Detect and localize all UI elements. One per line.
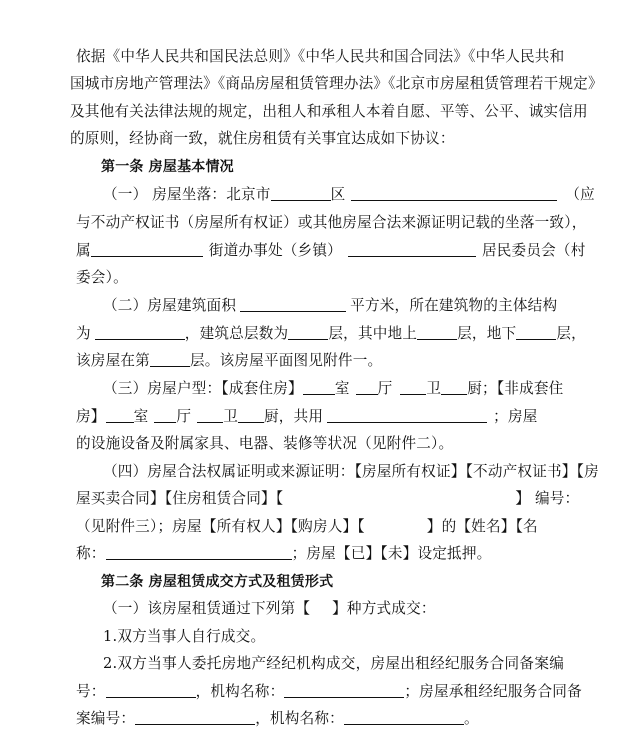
blank-street[interactable]	[91, 241, 203, 257]
a1-p1-l3a: 属	[76, 242, 91, 259]
a2-item2-line3	[76, 709, 564, 729]
a1-p2-line3	[76, 351, 564, 371]
a1-p1-line3	[76, 241, 586, 261]
a1-p3-l2b: 室	[133, 408, 149, 425]
a1-p3-line3: 的设施设备及附属家具、电器、装修等状况（见附件二）。	[76, 435, 454, 452]
a2-item2-l3b: ，机构名称：	[255, 710, 344, 727]
a1-p3-a: （三）房屋户型：【成套住房】	[103, 380, 303, 397]
intro-line-1: 依据《中华人民共和国民法总则》《中华人民共和国合同法》《中华人民共和	[76, 48, 565, 65]
a1-p4-line2	[76, 489, 580, 509]
a1-p1-l3c: 居民委员会（村	[481, 242, 586, 259]
a1-p3-l2f: ；房屋	[493, 408, 538, 425]
intro-line-3: 及其他有关法律法规的规定，出租人和承租人本着自愿、平等、公平、诚实信用	[70, 103, 588, 120]
a1-p3-l2d: 卫	[223, 408, 238, 425]
a1-p3-l2e: 厨，共用	[263, 408, 324, 425]
blank-halls-2[interactable]	[154, 407, 176, 423]
article1-title: 第一条 房屋基本情况	[101, 159, 234, 175]
a1-p3-b: 室	[334, 380, 350, 397]
a1-p2-l2b: ，建筑总层数为	[184, 325, 289, 342]
a1-p2-line2	[76, 324, 586, 344]
a2-item2-l3c: 。	[463, 710, 479, 727]
a1-p4-line4	[76, 544, 564, 564]
blank-agency-name-1[interactable]	[284, 682, 404, 698]
a1-p1-line4: 委会）。	[76, 269, 128, 286]
a2-p1b: 】种方式成交：	[332, 600, 436, 617]
a2-item2-l2a: 号：	[76, 683, 106, 700]
a1-p3-l2a: 房】	[76, 408, 106, 425]
a1-p3-line1	[103, 379, 564, 399]
blank-rooms-2[interactable]	[106, 407, 134, 423]
a1-p4-l4a: 称	[76, 545, 91, 562]
blank-rooms[interactable]	[303, 379, 335, 395]
a1-p2-l3a: 该房屋在第	[76, 352, 150, 369]
blank-halls[interactable]	[356, 379, 378, 395]
blank-below-floors[interactable]	[516, 324, 556, 340]
a1-p4-l2a: 屋买卖合同】【住房租赁合同】【	[76, 490, 284, 507]
blank-baths-2[interactable]	[197, 407, 223, 423]
a1-p1-b: 区	[330, 186, 346, 203]
a1-p4-l4c: ；房屋【已】【未】设定抵押。	[291, 545, 492, 562]
blank-structure[interactable]	[95, 324, 185, 340]
blank-kitchens[interactable]	[441, 379, 467, 395]
a2-item1: 1.双方当事人自行成交。	[103, 628, 266, 645]
a1-p4-l2b: 】 编号：	[515, 490, 580, 507]
blank-owner-name[interactable]	[106, 544, 292, 560]
a1-p2-l2a: 为	[76, 325, 91, 342]
a1-p4-l3a: （见附件三）；房屋【所有权人】【购房人】【	[76, 518, 365, 535]
a1-p4-line3	[76, 517, 564, 537]
blank-committee[interactable]	[348, 241, 476, 257]
blank-lease-contract-no[interactable]	[106, 682, 196, 698]
a1-p2-l2c: 层，其中地上	[328, 325, 418, 342]
blank-area[interactable]	[240, 296, 346, 312]
a2-p1a: （一）该房屋租赁通过下列第【	[103, 600, 311, 617]
a2-item2-l3a: 案编号：	[76, 710, 136, 727]
blank-address[interactable]	[351, 185, 557, 201]
a1-p1-line2: 与不动产权证书（房屋所有权证）或其他房屋合法来源证明记载的坐落一致），	[76, 214, 587, 231]
a1-p4-l4b: ：	[90, 545, 106, 562]
a1-p2-line1	[103, 296, 564, 316]
a1-p3-line2	[76, 407, 564, 427]
a2-item2-l2b: ，机构名称：	[195, 683, 285, 700]
blank-agency-name-2[interactable]	[344, 709, 464, 725]
a1-p1-line1	[103, 185, 595, 205]
a1-p3-e: 厨；【非成套住	[467, 380, 564, 397]
intro-line-2: 国城市房地产管理法》《商品房屋租赁管理办法》《北京市房屋租赁管理若干规定》	[70, 75, 603, 92]
blank-kitchens-2[interactable]	[238, 407, 264, 423]
a1-p1-l3b: 街道办事处（乡镇）	[208, 242, 342, 259]
a1-p2-a: （二）房屋建筑面积	[103, 297, 237, 314]
a1-p4-l3b: 】的【姓名】【名	[426, 518, 538, 535]
a1-p3-d: 卫	[426, 380, 442, 397]
blank-baths[interactable]	[400, 379, 426, 395]
a1-p2-l2d: 层，地下	[457, 325, 517, 342]
a1-p3-l2c: 厅	[176, 408, 192, 425]
blank-total-floors[interactable]	[288, 324, 328, 340]
intro-line-4: 的原则，经协商一致，就住房租赁有关事宜达成如下协议：	[70, 130, 455, 147]
a1-p2-l3b: 层。该房屋平面图见附件一。	[189, 352, 383, 369]
a1-p2-b: 平方米，所在建筑物的主体结构	[350, 297, 558, 314]
a1-p1-a: （一） 房屋坐落：北京市	[103, 186, 271, 203]
a1-p3-c: 厅	[377, 380, 393, 397]
blank-above-floors[interactable]	[417, 324, 457, 340]
blank-shared[interactable]	[327, 407, 487, 423]
blank-rent-contract-no[interactable]	[135, 709, 255, 725]
blank-floor-number[interactable]	[150, 351, 190, 367]
a2-item2-line1: 2.双方当事人委托房地产经纪机构成交，房屋出租经纪服务合同备案编	[103, 655, 564, 672]
a1-p4-line1: （四）房屋合法权属证明或来源证明：【房屋所有权证】【不动产权证书】【房	[103, 463, 599, 480]
article2-title: 第二条 房屋租赁成交方式及租赁形式	[101, 574, 334, 590]
a2-p1	[103, 599, 591, 619]
a1-p1-c: （应	[565, 186, 595, 203]
a2-item2-l2c: ；房屋承租经纪服务合同备	[404, 683, 582, 700]
a2-item2-line2	[76, 682, 582, 702]
a1-p2-l2e: 层，	[556, 325, 586, 342]
blank-district[interactable]	[271, 185, 331, 201]
